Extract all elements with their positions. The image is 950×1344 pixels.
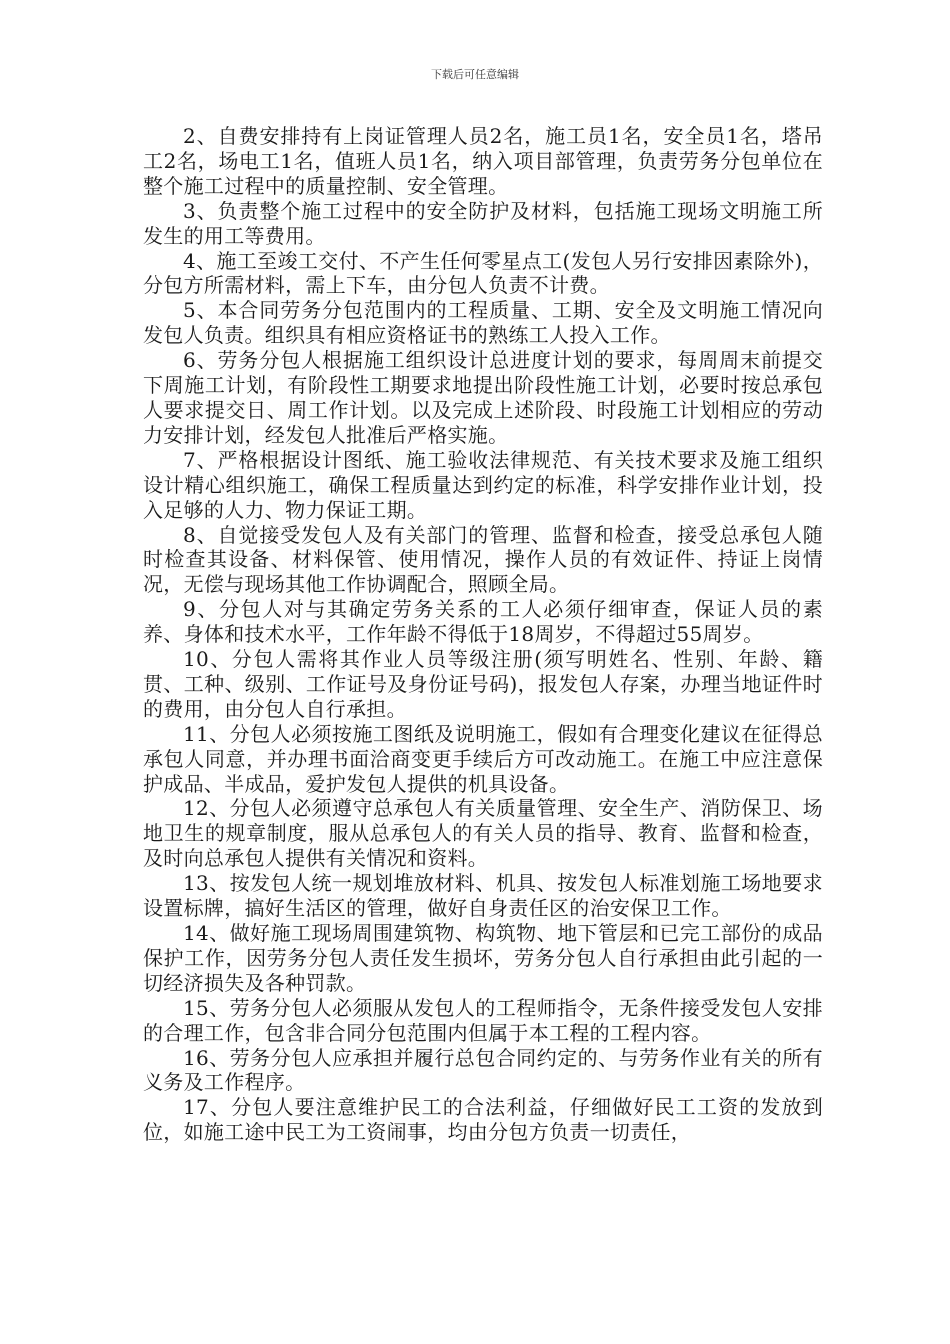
paragraph-item-11: 11、分包人必须按施工图纸及说明施工，假如有合理变化建议在征得总承包人同意，并办理书面洽商变更手续后方可改动施工。在施工中应注意保护成品、半成品，爱护发包人提供的机具设备。 xyxy=(143,721,823,796)
paragraph-item-8: 8、自觉接受发包人及有关部门的管理、监督和检查，接受总承包人随时检查其设备、材料保管、使用情况，操作人员的有效证件、持证上岗情况，无偿与现场其他工作协调配合，照顾全局。 xyxy=(143,522,823,597)
paragraph-item-14: 14、做好施工现场周围建筑物、构筑物、地下管层和已完工部份的成品保护工作，因劳务分包人责任发生损坏，劳务分包人自行承担由此引起的一切经济损失及各种罚款。 xyxy=(143,921,823,995)
paragraph-item-17: 17、分包人要注意维护民工的合法利益，仔细做好民工工资的发放到位，如施工途中民工为工资闹事，均由分包方负责一切责任， xyxy=(143,1095,823,1145)
paragraph-item-2: 2、自费安排持有上岗证管理人员2名，施工员1名，安全员1名，塔吊工2名，场电工1名，值班人员1名，纳入项目部管理，负责劳务分包单位在整个施工过程中的质量控制、安全管理。 xyxy=(143,124,823,198)
page-header-note: 下载后可任意编辑 xyxy=(431,68,519,81)
paragraph-item-4: 4、施工至竣工交付、不产生任何零星点工(发包人另行安排因素除外)，分包方所需材料，需上下车，由分包人负责不计费。 xyxy=(143,248,823,298)
paragraph-item-5: 5、本合同劳务分包范围内的工程质量、工期、安全及文明施工情况向发包人负责。组织具有相应资格证书的熟练工人投入工作。 xyxy=(143,298,823,348)
paragraph-item-9: 9、分包人对与其确定劳务关系的工人必须仔细审查，保证人员的素养、身体和技术水平，工作年龄不得低于18周岁，不得超过55周岁。 xyxy=(143,597,823,647)
paragraph-item-6: 6、劳务分包人根据施工组织设计总进度计划的要求，每周周末前提交下周施工计划，有阶段性工期要求地提出阶段性施工计划，必要时按总承包人要求提交日、周工作计划。以及完成上述阶段、时段施工计划相应的劳动力安排计划，经发包人批准后严格实施。 xyxy=(143,348,823,447)
paragraph-item-3: 3、负责整个施工过程中的安全防护及材料，包括施工现场文明施工所发生的用工等费用。 xyxy=(143,198,823,248)
document-body xyxy=(143,124,823,1145)
paragraph-item-12: 12、分包人必须遵守总承包人有关质量管理、安全生产、消防保卫、场地卫生的规章制度，服从总承包人的有关人员的指导、教育、监督和检查，及时向总承包人提供有关情况和资料。 xyxy=(143,796,823,871)
paragraph-item-10: 10、分包人需将其作业人员等级注册(须写明姓名、性别、年龄、籍贯、工种、级别、工作证号及身份证号码)，报发包人存案，办理当地证件时的费用，由分包人自行承担。 xyxy=(143,647,823,721)
paragraph-item-15: 15、劳务分包人必须服从发包人的工程师指令，无条件接受发包人安排的合理工作，包含非合同分包范围内但属于本工程的工程内容。 xyxy=(143,995,823,1045)
paragraph-item-13: 13、按发包人统一规划堆放材料、机具、按发包人标准划施工场地要求设置标牌，搞好生活区的管理，做好自身责任区的治安保卫工作。 xyxy=(143,871,823,921)
paragraph-item-7: 7、严格根据设计图纸、施工验收法律规范、有关技术要求及施工组织设计精心组织施工，确保工程质量达到约定的标准，科学安排作业计划，投入足够的人力、物力保证工期。 xyxy=(143,447,823,522)
paragraph-item-16: 16、劳务分包人应承担并履行总包合同约定的、与劳务作业有关的所有义务及工作程序。 xyxy=(143,1045,823,1095)
